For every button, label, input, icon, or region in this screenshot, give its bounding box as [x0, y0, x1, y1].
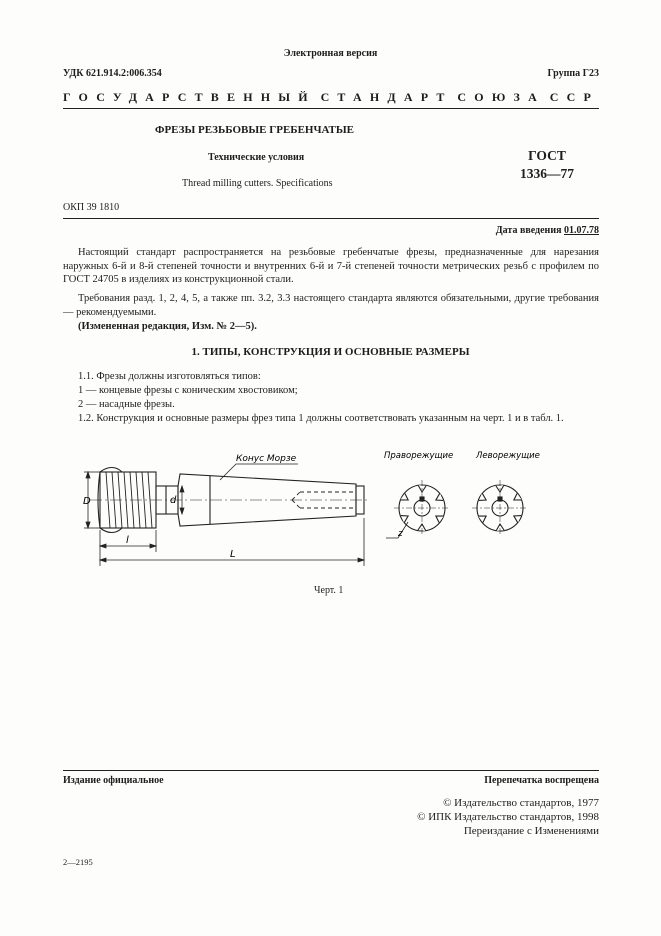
electronic-version-label: Электронная версия	[283, 48, 378, 59]
header-rule	[63, 108, 599, 109]
state-standard-banner	[63, 90, 599, 105]
official-edition-label: Издание официальное	[63, 775, 164, 786]
copyright-1998: © ИПК Издательство стандартов, 1998	[417, 811, 599, 823]
label-D: D	[83, 496, 91, 507]
document-subtitle: Технические условия	[208, 152, 305, 163]
label-morse-taper: Конус Морзе	[236, 454, 297, 464]
intro-date-value: 01.07.78	[564, 225, 599, 236]
document-title: ФРЕЗЫ РЕЗЬБОВЫЕ ГРЕБЕНЧАТЫЕ	[155, 124, 354, 136]
reissue-note: Переиздание с Изменениями	[463, 825, 599, 837]
label-d: d	[170, 495, 177, 506]
footer-rule	[63, 770, 599, 771]
label-right-hand: Праворежущие	[384, 451, 454, 461]
section-title: 1. ТИПЫ, КОНСТРУКЦИЯ И ОСНОВНЫЕ РАЗМЕРЫ	[191, 346, 470, 358]
banner-word-state: ГОСУДАРСТВЕННЫЙ	[63, 90, 316, 104]
label-left-hand: Леворежущие	[476, 451, 540, 461]
introduction-date	[496, 225, 599, 236]
label-L: L	[230, 549, 236, 560]
reprint-prohibited-label: Перепечатка воспрещена	[484, 775, 599, 786]
figure-caption: Черт. 1	[314, 585, 344, 596]
copyright-1977: © Издательство стандартов, 1977	[443, 797, 599, 809]
item-type-2: 2 — насадные фрезы.	[78, 399, 175, 410]
label-z: z	[398, 529, 403, 539]
paragraph-amendment: (Измененная редакция, Изм. № 2—5).	[78, 321, 257, 332]
udk-code: УДК 621.914.2:006.354	[63, 68, 162, 79]
okp-code: ОКП 39 1810	[63, 202, 120, 213]
banner-word-ussr: ССР	[549, 90, 599, 104]
item-1-2: 1.2. Конструкция и основные размеры фрез типа 1 должны соответствовать указанным на черт. 1 и в табл. 1.	[78, 413, 564, 424]
paragraph-requirements: Требования разд. 1, 2, 4, 5, а также пп. 3.2, 3.3 настоящего стандарта являются обязательными, другие требования — рекомендуемыми.	[63, 293, 599, 318]
figure-1-drawing	[70, 440, 550, 580]
banner-word-union: СОЮЗА	[457, 90, 545, 104]
label-l: l	[126, 535, 129, 546]
item-1-1: 1.1. Фрезы должны изготовляться типов:	[78, 371, 261, 382]
gost-designation	[520, 147, 574, 183]
left-hand-section	[472, 480, 528, 536]
page-code: 2—2195	[63, 857, 93, 867]
item-type-1: 1 — концевые фрезы с коническим хвостовиком;	[78, 385, 298, 396]
gost-label: ГОСТ	[528, 148, 566, 163]
title-rule	[63, 218, 599, 219]
paragraph-scope: Настоящий стандарт распространяется на резьбовые гребенчатые фрезы, предназначенные для нарезания наружных 6-й и 8-й степеней точности и внутренних 6-й и 7-й степеней точности метрических резьб с профилем по ГОСТ 24705 в изделиях из конструкционной стали.	[63, 247, 599, 285]
group-code: Группа Г23	[547, 68, 599, 79]
morse-leader-line	[220, 464, 298, 480]
banner-word-standard: СТАНДАРТ	[320, 90, 453, 104]
english-title: Thread milling cutters. Specifications	[182, 178, 333, 189]
gost-number: 1336—77	[520, 166, 574, 181]
intro-date-label: Дата введения	[495, 225, 562, 236]
right-hand-section	[386, 480, 450, 538]
